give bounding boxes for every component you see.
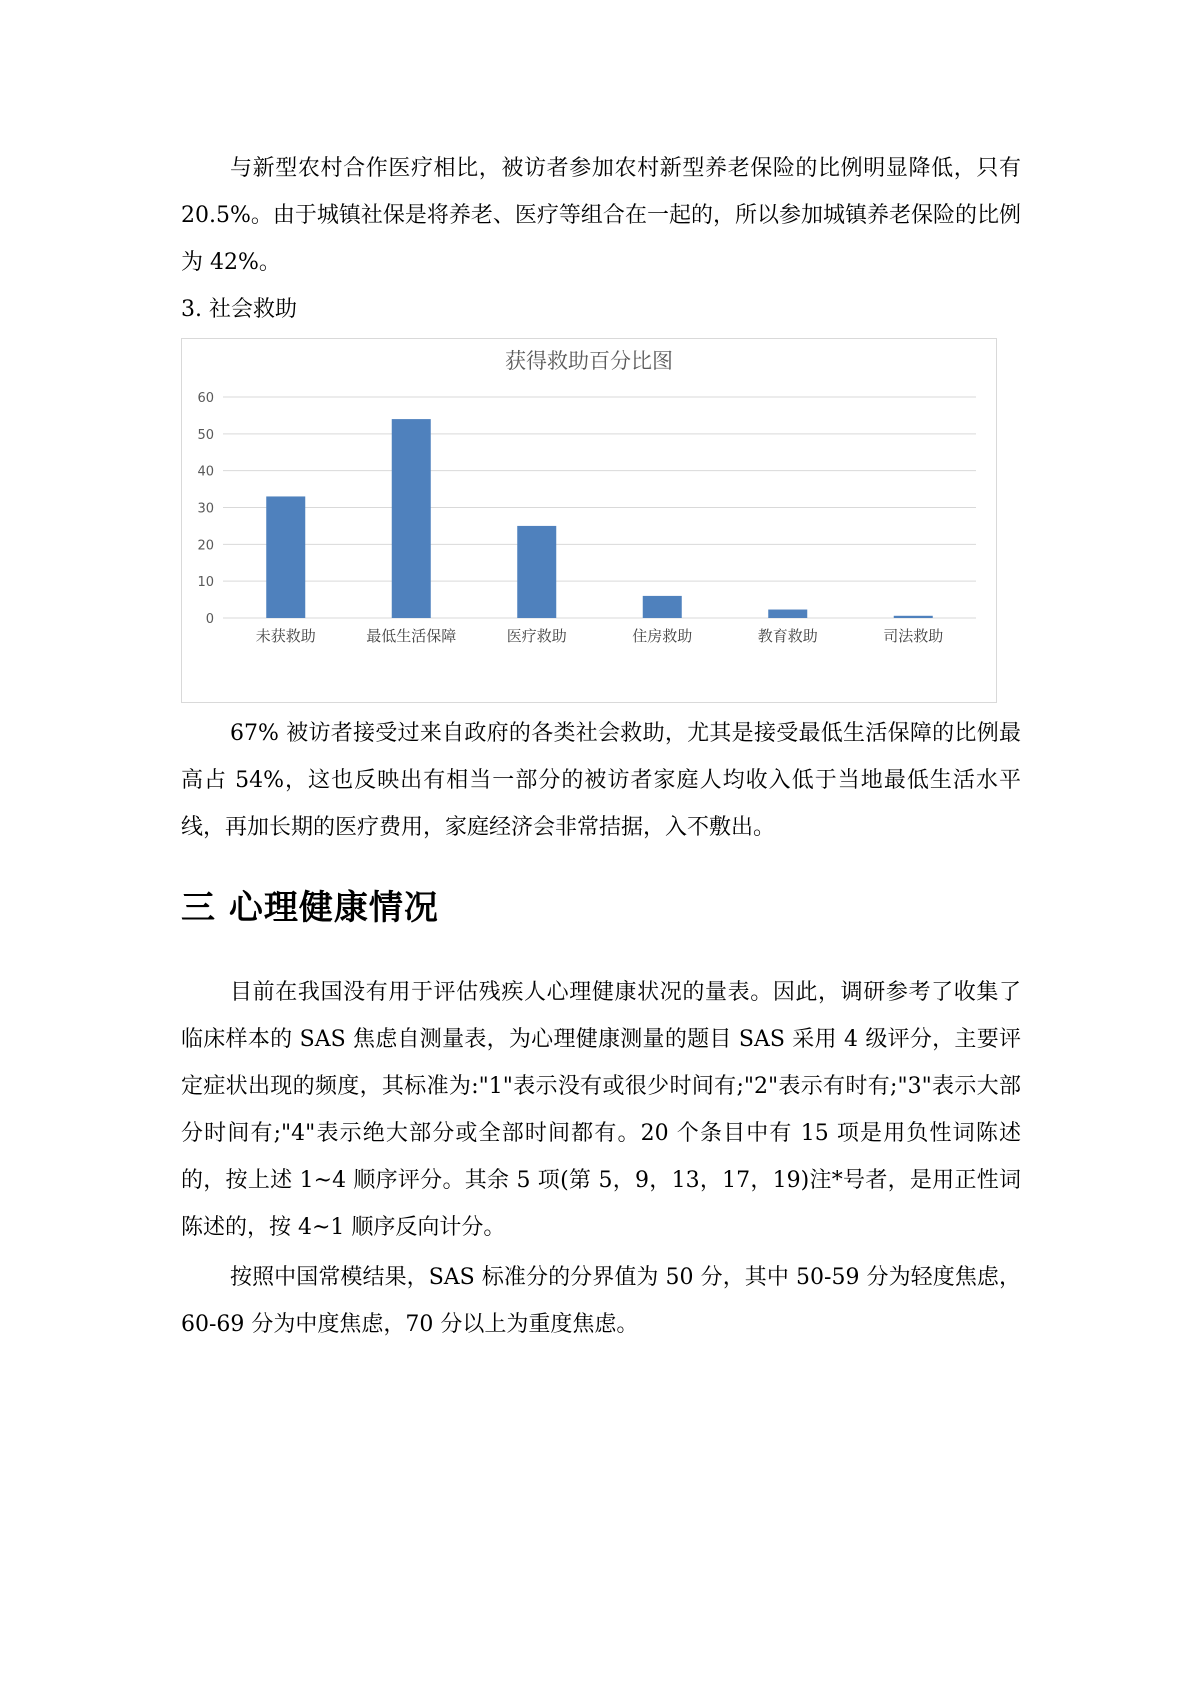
bar-1	[266, 496, 305, 618]
section-heading: 三 心理健康情况	[181, 888, 439, 928]
chart-canvas	[181, 338, 997, 703]
x-category-label: 最低生活保障	[366, 627, 457, 645]
paragraph-insurance: 与新型农村合作医疗相比，被访者参加农村新型养老保险的比例明显降低，只有 20.5%。由于城镇社保是将养老、医疗等组合在一起的，所以参加城镇养老保险的比例为 42%。	[181, 156, 1021, 275]
x-category-label: 住房救助	[632, 627, 693, 645]
y-tick-label: 40	[197, 464, 214, 480]
paragraph-sas-norms: 按照中国常模结果，SAS 标准分的分界值为 50 分，其中 50-59 分为轻度焦虑，60-69 分为中度焦虑，70 分以上为重度焦虑。	[181, 1265, 1021, 1337]
paragraph-sas-scale: 目前在我国没有用于评估残疾人心理健康状况的量表。因此，调研参考了收集了临床样本的 SAS 焦虑自测量表，为心理健康测量的题目 SAS 采用 4 级评分，主要评定症状出现的频度，其标准为:"1"表示没有或很少时间有;"2"表示有时有;"3"表示大部分时间有;"4"表示绝大部分或全部时间都有。20 个条目中有 15 项是用负性词陈述的，按上述 1~4 顺序评分。其余 5 项(第 5，9，13，17，19)注*号者，是用正性词陈述的，按 4~1 顺序反向计分。	[181, 980, 1021, 1240]
paragraph-assistance-summary: 67% 被访者接受过来自政府的各类社会救助，尤其是接受最低生活保障的比例最高占 54%，这也反映出有相当一部分的被访者家庭人均收入低于当地最低生活水平线，再加长期的医疗费用，家庭经济会非常拮据，入不敷出。	[181, 721, 1021, 840]
y-tick-label: 0	[205, 612, 214, 627]
assistance-bar-chart	[181, 338, 997, 703]
bar-3	[517, 526, 556, 618]
y-tick-label: 60	[197, 391, 214, 406]
bar-2	[392, 419, 431, 618]
y-tick-label: 20	[197, 538, 214, 554]
x-category-label: 医疗救助	[506, 627, 567, 645]
chart-title: 获得救助百分比图	[505, 349, 673, 373]
bar-5	[768, 610, 807, 618]
subheading-social-assistance: 3. 社会救助	[181, 297, 297, 322]
y-tick-label: 10	[197, 575, 214, 591]
bar-6	[894, 616, 933, 618]
bar-4	[643, 596, 682, 618]
x-category-label: 未获救助	[255, 627, 316, 645]
x-category-label: 教育救助	[757, 627, 818, 645]
y-tick-label: 30	[197, 501, 214, 517]
x-category-label: 司法救助	[883, 627, 944, 645]
y-tick-label: 50	[197, 427, 214, 443]
